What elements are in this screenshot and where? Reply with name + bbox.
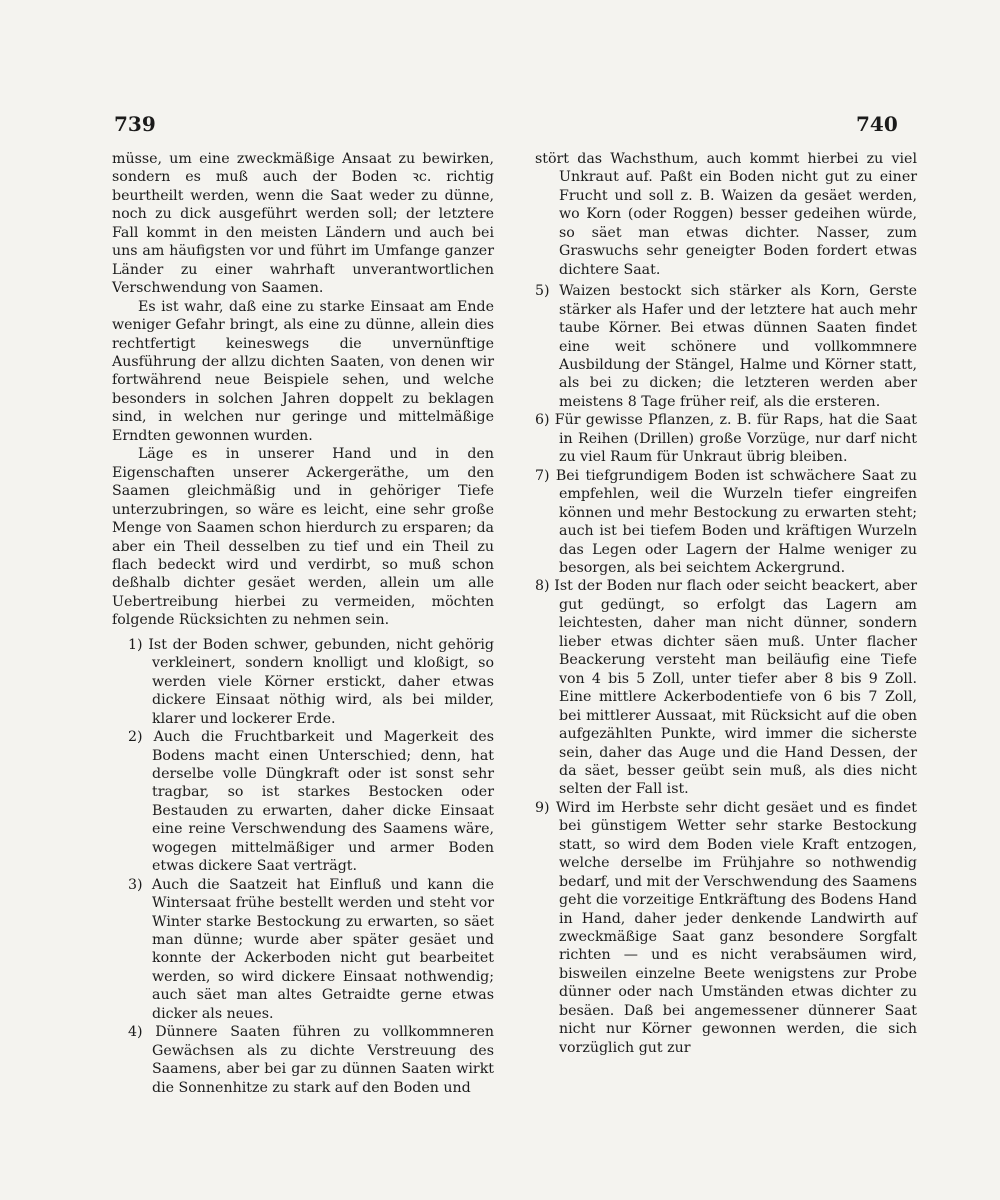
paragraph: stört das Wachsthum, auch kommt hierbei zu viel Unkraut auf. Paßt ein Boden nicht gut zu einer Frucht und soll z. B. Waizen da gesäet werden, wo Korn (oder Roggen) besser gedeihen würde, so säet man etwas dichter. Nasser, zum Graswuchs sehr geneigter Boden fordert etwas dichtere Saat. xyxy=(535,151,917,278)
left-column xyxy=(112,150,494,1097)
paragraph: Läge es in unserer Hand und in den Eigenschaften unserer Ackergeräthe, um den Saamen gleichmäßig und in gehöriger Tiefe unterzubringen, so wäre es leicht, eine sehr große Menge von Saamen schon hierdurch zu ersparen; da aber ein Theil desselben zu tief und ein Theil zu flach bedeckt wird und verdirbt, so muß schon deßhalb dichter gesäet werden, allein um alle Uebertreibung hierbei zu vermeiden, möchten folgende Rücksichten zu nehmen sein. xyxy=(112,446,494,629)
list-item: 8) Ist der Boden nur flach oder seicht beackert, aber gut gedüngt, so erfolgt das Lagern am leichtesten, daher man nicht dünner, sondern lieber etwas dichter säen muß. Unter flacher Beackerung versteht man beiläufig eine Tiefe von 4 bis 5 Zoll, unter tiefer aber 8 bis 9 Zoll. Eine mittlere Ackerbodentiefe von 6 bis 7 Zoll, bei mittlerer Aussaat, mit Rücksicht auf die oben aufgezählten Punkte, wird immer die sicherste sein, daher das Auge und die Hand Dessen, der da säet, besser geübt sein muß, als dies nicht selten der Fall ist. xyxy=(535,578,917,798)
list-item: 3) Auch die Saatzeit hat Einfluß und kann die Wintersaat frühe bestellt werden und steht vor Winter starke Bestockung zu erwarten, so säet man dünne; wurde aber später gesäet und konnte der Ackerboden nicht gut bearbeitet werden, so wird dickere Einsaat nothwendig; auch säet man altes Getraidte gerne etwas dicker als neues. xyxy=(128,876,494,1022)
list-item: 5) Waizen bestockt sich stärker als Korn, Gerste stärker als Hafer und der letztere hat auch mehr taube Körner. Bei etwas dünnen Saaten findet eine weit schönere und vollkommnere Ausbildung der Stängel, Halme und Körner statt, als bei zu dicken; die letzteren werden aber meistens 8 Tage früher reif, als die ersteren. xyxy=(535,283,917,410)
paragraph: müsse, um eine zweckmäßige Ansaat zu bewirken, sondern es muß auch der Boden ꝛc. richtig beurtheilt werden, wenn die Saat weder zu dünne, noch zu dick ausgeführt werden soll; der letztere Fall kommt in den meisten Ländern und auch bei uns am häufigsten vor und führt im Umfange ganzer Länder zu einer wahrhaft unverantwortlichen Verschwendung von Saamen. xyxy=(112,151,494,297)
list-item: 1) Ist der Boden schwer, gebunden, nicht gehörig verkleinert, sondern knolligt und kloßigt, so werden viele Körner erstickt, daher etwas dickere Einsaat nöthig wird, als bei milder, klarer und lockerer Erde. xyxy=(128,636,494,727)
paragraph: Es ist wahr, daß eine zu starke Einsaat am Ende weniger Gefahr bringt, als eine zu dünne, allein dies rechtfertigt keineswegs die unvernünftige Ausführung der allzu dichten Saaten, von denen wir fortwährend neue Beispiele sehen, und welche besonders in solchen Jahren doppelt zu beklagen sind, in welchen nur geringe und mittelmäßige Erndten gewonnen wurden. xyxy=(112,298,494,444)
numbered-list xyxy=(535,282,917,1057)
list-item: 2) Auch die Fruchtbarkeit und Magerkeit des Bodens macht einen Unterschied; denn, hat derselbe volle Düngkraft oder ist sonst sehr tragbar, so ist starkes Bestocken oder Bestauden zu erwarten, daher dicke Einsaat eine reine Verschwendung des Saamens wäre, wogegen mittelmäßiger und armer Boden etwas dickere Saat verträgt. xyxy=(128,729,494,875)
page-number-right: 740 xyxy=(856,112,898,136)
list-item: 9) Wird im Herbste sehr dicht gesäet und es findet bei günstigem Wetter sehr starke Bestockung statt, so wird dem Boden viele Kraft entzogen, welche derselbe im Frühjahre so nothwendig bedarf, und mit der Verschwendung des Saamens geht die vorzeitige Entkräftung des Bodens Hand in Hand, daher jeder denkende Landwirth auf zweckmäßige Saat ganz besondere Sorgfalt richten — und es nicht verabsäumen wird, bisweilen einzelne Beete wenigstens zur Probe dünner oder nach Umständen etwas dichter zu besäen. Daß bei angemessener dünnerer Saat nicht nur Körner gewonnen werden, die sich vorzüglich gut zur xyxy=(535,799,917,1056)
page-number-left: 739 xyxy=(114,112,156,136)
list-item: 7) Bei tiefgrundigem Boden ist schwächere Saat zu empfehlen, weil die Wurzeln tiefer eingreifen können und mehr Bestockung zu erwarten steht; auch ist bei tiefem Boden und kräftigen Wurzeln das Legen oder Lagern der Halme weniger zu besorgen, als bei seichtem Ackergrund. xyxy=(535,467,917,576)
numbered-list xyxy=(112,636,494,1097)
list-item: 4) Dünnere Saaten führen zu vollkommneren Gewächsen als zu dichte Verstreuung des Saamens, aber bei gar zu dünnen Saaten wirkt die Sonnenhitze zu stark auf den Boden und xyxy=(128,1024,494,1096)
list-item: 6) Für gewisse Pflanzen, z. B. für Raps, hat die Saat in Reihen (Drillen) große Vorzüge, nur darf nicht zu viel Raum für Unkraut übrig bleiben. xyxy=(535,412,917,466)
right-column xyxy=(535,150,917,1057)
